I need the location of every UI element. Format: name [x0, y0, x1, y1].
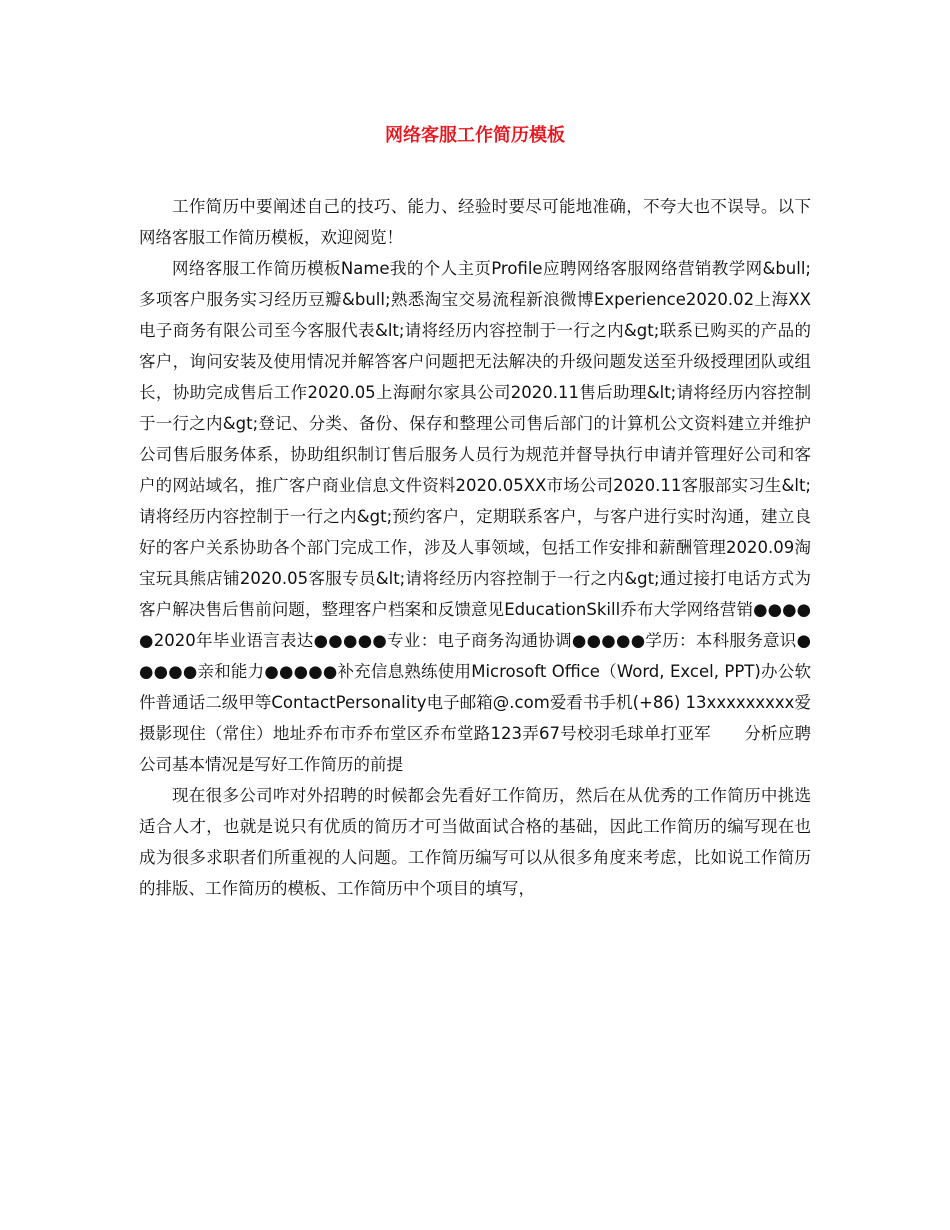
document-title: 网络客服工作简历模板: [385, 125, 565, 146]
resume-template-paragraph: 网络客服工作简历模板Name我的个人主页Profile应聘网络客服网络营销教学网&bull;多项客户服务实习经历豆瓣&bull;熟悉淘宝交易流程新浪微博Experience2020.02上海XX电子商务有限公司至今客服代表&lt;请将经历内容控制于一行之内&gt;联系已购买的产品的客户，询问安装及使用情况并解答客户问题把无法解决的升级问题发送至升级授理团队或组长，协助完成售后工作2020.05上海耐尔家具公司2020.11售后助理&lt;请将经历内容控制于一行之内&gt;登记、分类、备份、保存和整理公司售后部门的计算机公文资料建立并维护公司售后服务体系，协助组织制订售后服务人员行为规范并督导执行申请并管理好公司和客户的网站域名，推广客户商业信息文件资料2020.05XX市场公司2020.11客服部实习生&lt;请将经历内容控制于一行之内&gt;预约客户，定期联系客户，与客户进行实时沟通，建立良好的客户关系协助各个部门完成工作，涉及人事领域，包括工作安排和薪酬管理2020.09淘宝玩具熊店铺2020.05客服专员&lt;请将经历内容控制于一行之内&gt;通过接打电话方式为客户解决售后售前问题，整理客户档案和反馈意见EducationSkill乔布大学网络营销●●●●●2020年毕业语言表达●●●●●专业：电子商务沟通协调●●●●●学历：本科服务意识●●●●●亲和能力●●●●●补充信息熟练使用Microsoft Office（Word, Excel, PPT)办公软件普通话二级甲等ContactPersonality电子邮箱@.com爱看书手机(+86) 13xxxxxxxxx爱摄影现住（常住）地址乔布市乔布堂区乔布堂路123弄67号校羽毛球单打亚军 分析应聘公司基本情况是写好工作简历的前提: [139, 259, 811, 774]
document-body: [139, 191, 811, 904]
intro-paragraph: 工作简历中要阐述自己的技巧、能力、经验时要尽可能地准确，不夸大也不误导。以下网络客服工作简历模板，欢迎阅览！: [139, 197, 811, 247]
advice-paragraph: 现在很多公司咋对外招聘的时候都会先看好工作简历，然后在从优秀的工作简历中挑选适合人才，也就是说只有优质的简历才可当做面试合格的基础，因此工作简历的编写现在也成为很多求职者们所重视的人问题。工作简历编写可以从很多角度来考虑，比如说工作简历的排版、工作简历的模板、工作简历中个项目的填写，: [139, 786, 811, 898]
